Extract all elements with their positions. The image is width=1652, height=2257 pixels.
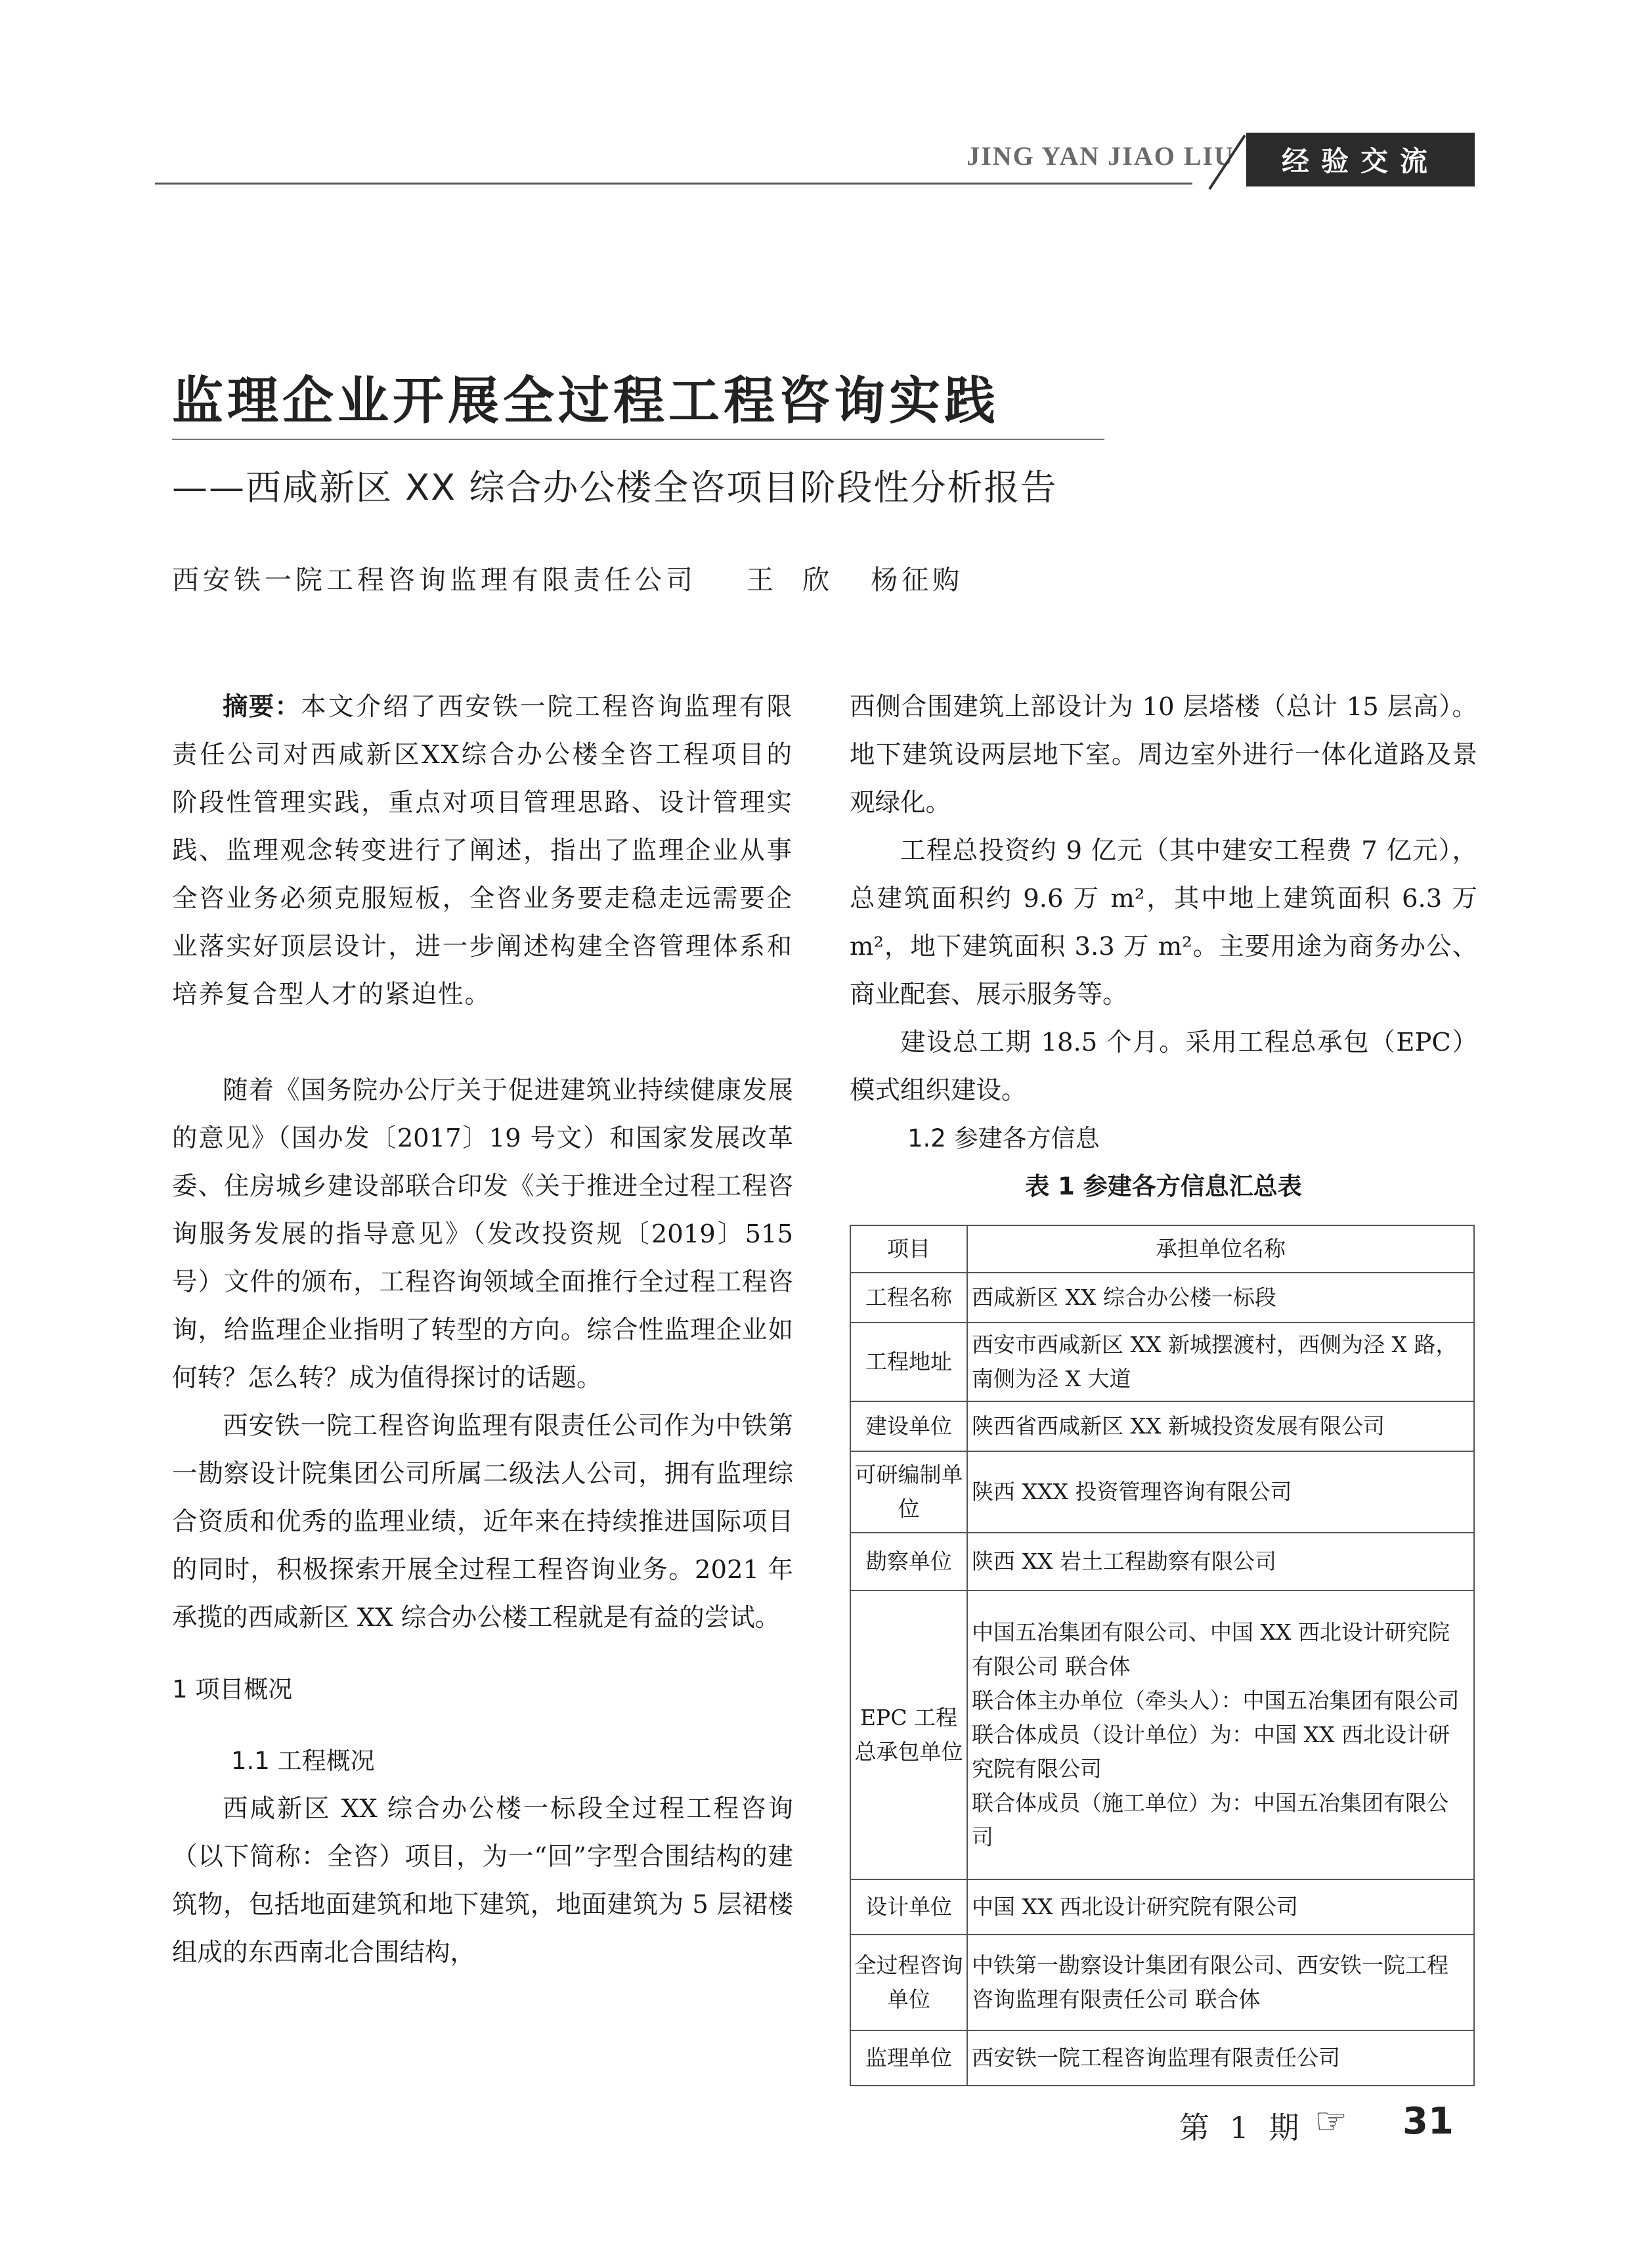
header-rule xyxy=(155,183,1192,185)
body-paragraph: 随着《国务院办公厅关于促进建筑业持续健康发展的意见》（国办发〔2017〕19 号文）和国家发展改革委、住房城乡建设部联合印发《关于推进全过程工程咨询服务发展的指导意见》（发改投资规〔2019〕515 号）文件的颁布，工程咨询领域全面推行全过程工程咨询，给监理企业指明了转型的方向。综合性监理企业如何转？怎么转？成为值得探讨的话题。 xyxy=(172,1076,793,1393)
body-paragraph: 西侧合围建筑上部设计为 10 层塔楼（总计 15 层高）。地下建筑设两层地下室。周边室外进行一体化道路及景观绿化。 xyxy=(850,692,1477,818)
issue-label: 第 1 期 xyxy=(1179,2110,1305,2145)
table-row xyxy=(850,2030,1474,2086)
header-section-tag: 经验交流 xyxy=(1246,133,1475,186)
body-paragraph: 工程总投资约 9 亿元（其中建安工程费 7 亿元），总建筑面积约 9.6 万 m²，其中地上建筑面积 6.3 万 m²，地下建筑面积 3.3 万 m²。主要用途为商务办公、商业配套、展示服务等。 xyxy=(850,836,1477,1009)
table-row xyxy=(850,1879,1474,1935)
table-cell-key: 全过程咨询单位 xyxy=(850,1935,967,2030)
table-cell-key: 可研编制单位 xyxy=(850,1451,967,1533)
header-pinyin: JING YAN JIAO LIU xyxy=(967,141,1234,171)
page-number: 31 xyxy=(1402,2100,1454,2143)
section-heading-1: 1 项目概况 xyxy=(172,1675,293,1703)
article-title: 监理企业开展全过程工程咨询实践 xyxy=(172,372,1000,431)
right-column xyxy=(850,683,1477,2086)
table-row xyxy=(850,1590,1474,1879)
table-cell-key: 工程地址 xyxy=(850,1323,967,1401)
table-header-cell: 承担单位名称 xyxy=(967,1225,1474,1273)
table-cell-value: 西安铁一院工程咨询监理有限责任公司 xyxy=(967,2030,1474,2086)
table-cell-value: 中铁第一勘察设计集团有限公司、西安铁一院工程咨询监理有限责任公司 联合体 xyxy=(967,1935,1474,2030)
table-header-row xyxy=(850,1225,1474,1273)
abstract-label: 摘要： xyxy=(223,692,301,722)
body-paragraph: 建设总工期 18.5 个月。采用工程总承包（EPC）模式组织建设。 xyxy=(850,1028,1477,1105)
section-heading-1-1: 1.1 工程概况 xyxy=(231,1747,375,1775)
table-cell-value: 中国 XX 西北设计研究院有限公司 xyxy=(967,1879,1474,1935)
table-cell-value: 陕西 XX 岩土工程勘察有限公司 xyxy=(967,1533,1474,1590)
article-authors: 西安铁一院工程咨询监理有限责任公司 王 欣 杨征购 xyxy=(172,564,964,596)
epc-line: 联合体成员（设计单位）为：中国 XX 西北设计研究院有限公司 xyxy=(972,1722,1450,1782)
epc-line: 联合体主办单位（牵头人）：中国五冶集团有限公司 xyxy=(972,1688,1460,1713)
participants-table xyxy=(850,1225,1475,2086)
table-row xyxy=(850,1273,1474,1323)
pointing-hand-icon: ☞ xyxy=(1315,2100,1348,2143)
title-rule xyxy=(172,439,1104,440)
abstract xyxy=(172,683,793,1019)
article-subtitle: ——西咸新区 XX 综合办公楼全咨项目阶段性分析报告 xyxy=(172,467,1058,508)
table-row xyxy=(850,1533,1474,1590)
table-cell-key: 建设单位 xyxy=(850,1401,967,1451)
table-cell-key: EPC 工程总承包单位 xyxy=(850,1590,967,1879)
table-caption: 表 1 参建各方信息汇总表 xyxy=(1025,1172,1302,1200)
section-heading-1-2: 1.2 参建各方信息 xyxy=(907,1124,1100,1152)
table-cell-key: 勘察单位 xyxy=(850,1533,967,1590)
epc-line: 联合体成员（施工单位）为：中国五冶集团有限公司 xyxy=(972,1790,1448,1850)
table-cell-value: 西安市西咸新区 XX 新城摆渡村，西侧为泾 X 路，南侧为泾 X 大道 xyxy=(967,1323,1474,1401)
table-header-cell: 项目 xyxy=(850,1225,967,1273)
abstract-text: 本文介绍了西安铁一院工程咨询监理有限责任公司对西咸新区XX综合办公楼全咨工程项目的阶段性管理实践，重点对项目管理思路、设计管理实践、监理观念转变进行了阐述，指出了监理企业从事全咨业务必须克服短板，全咨业务要走稳走远需要企业落实好顶层设计，进一步阐述构建全咨管理体系和培养复合型人才的紧迫性。 xyxy=(172,692,793,1009)
table-cell-value: 陕西省西咸新区 XX 新城投资发展有限公司 xyxy=(967,1401,1474,1451)
table-row xyxy=(850,1935,1474,2030)
body-paragraph: 西安铁一院工程咨询监理有限责任公司作为中铁第一勘察设计院集团公司所属二级法人公司，拥有监理综合资质和优秀的监理业绩，近年来在持续推进国际项目的同时，积极探索开展全过程工程咨询业务。2021 年承揽的西咸新区 XX 综合办公楼工程就是有益的尝试。 xyxy=(172,1411,793,1632)
table-cell-value xyxy=(967,1590,1474,1879)
table-row xyxy=(850,1401,1474,1451)
table-cell-key: 监理单位 xyxy=(850,2030,967,2086)
table-cell-value: 陕西 XXX 投资管理咨询有限公司 xyxy=(967,1451,1474,1533)
table-cell-key: 设计单位 xyxy=(850,1879,967,1935)
table-cell-key: 工程名称 xyxy=(850,1273,967,1323)
table-cell-value: 西咸新区 XX 综合办公楼一标段 xyxy=(967,1273,1474,1323)
body-paragraph: 西咸新区 XX 综合办公楼一标段全过程工程咨询（以下简称：全咨）项目，为一“回”字型合围结构的建筑物，包括地面建筑和地下建筑，地面建筑为 5 层裙楼组成的东西南北合围结构， xyxy=(172,1794,793,1967)
epc-line: 中国五冶集团有限公司、中国 XX 西北设计研究院有限公司 联合体 xyxy=(972,1619,1450,1679)
table-row xyxy=(850,1451,1474,1533)
left-column xyxy=(172,683,793,1977)
table-row xyxy=(850,1323,1474,1401)
